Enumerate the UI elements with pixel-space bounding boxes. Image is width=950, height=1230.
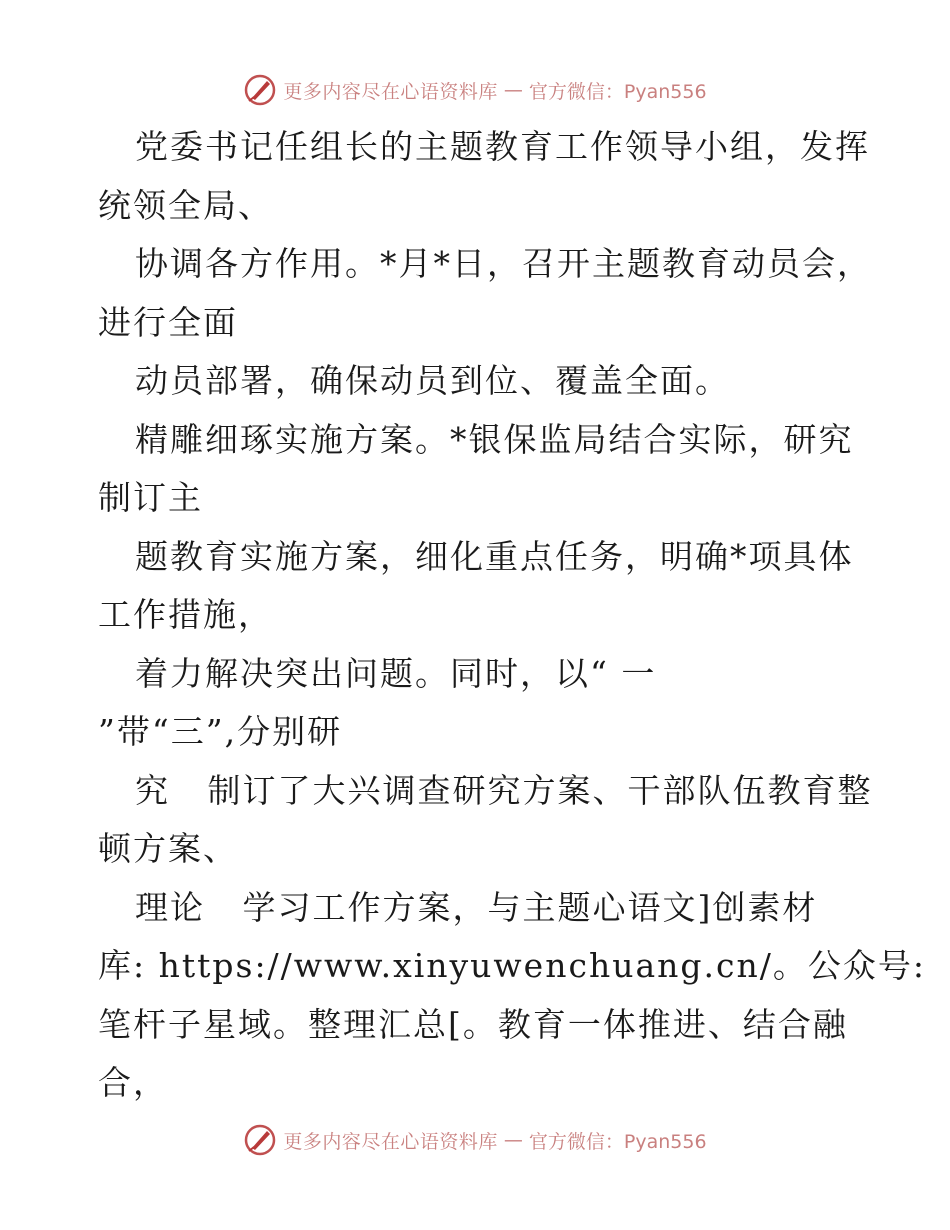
quill-pen-logo-icon <box>243 73 277 107</box>
footer-banner-text: 更多内容尽在心语资料库 <box>283 1130 498 1153</box>
text-line: 精雕细琢实施方案。*银保监局结合实际，研究 <box>135 419 854 459</box>
text-line: 动员部署，确保动员到位、覆盖全面。 <box>135 361 730 400</box>
text-line: 题教育实施方案，细化重点任务，明确*项具体 <box>135 536 854 576</box>
text-line: 协调各方作用。*月*日，召开主题教育动员会， <box>135 244 872 283</box>
header-banner-wechat: 官方微信：Pyan556 <box>528 80 707 103</box>
text-line: 统领全局、 <box>98 185 273 225</box>
footer-banner-wechat: 官方微信：Pyan556 <box>528 1130 707 1153</box>
text-line: 理论 学习工作方案，与主题心语文]创素材 <box>135 887 818 927</box>
document-body <box>98 118 926 1113</box>
text-line: 党委书记任组长的主题教育工作领导小组，发挥 <box>135 127 870 166</box>
text-line: 库: https://www.xinyuwenchuang.cn/。公众号: <box>98 946 926 985</box>
footer-banner-dash: — <box>503 1129 523 1151</box>
quill-pen-logo-icon <box>243 1123 277 1157</box>
header-banner <box>0 70 950 110</box>
header-banner-text: 更多内容尽在心语资料库 <box>283 80 498 103</box>
text-line: 究 制订了大兴调查研究方案、干部队伍教育整 <box>135 770 873 810</box>
text-line: 着力解决突出问题。同时，以“ 一 <box>135 653 657 693</box>
text-line: 顿方案、 <box>98 829 238 868</box>
footer-banner <box>0 1120 950 1160</box>
text-line: 笔杆子星域。整理汇总[。教育一体推进、结合融 <box>98 1004 848 1044</box>
text-line: 合， <box>98 1063 168 1102</box>
text-line: 进行全面 <box>98 302 238 342</box>
text-line: 制订主 <box>98 478 203 517</box>
header-banner-dash: — <box>503 79 523 101</box>
text-line: 工作措施， <box>98 595 273 634</box>
text-line: ”带“三”,分别研 <box>98 712 343 751</box>
